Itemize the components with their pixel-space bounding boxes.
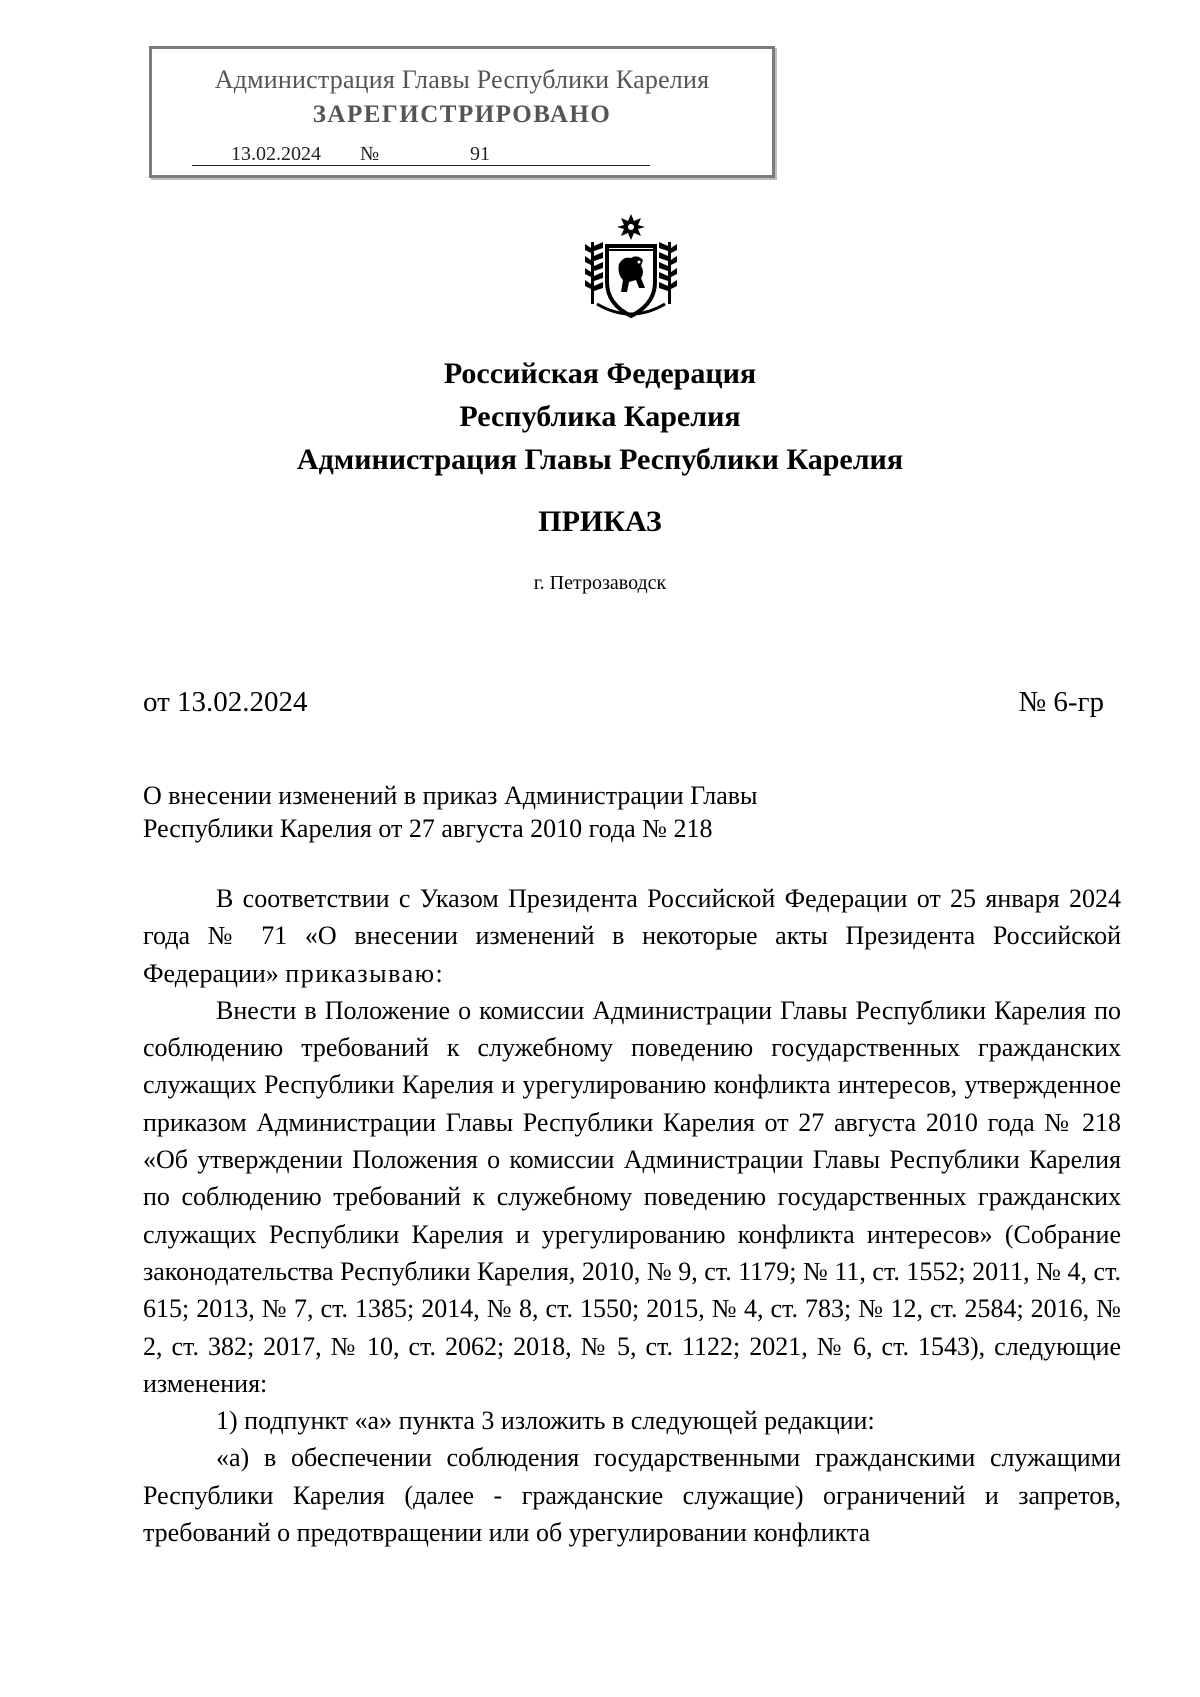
document-number: № 6-гр: [1018, 686, 1104, 718]
body-paragraph-item-1a: «а) в обеспечении соблюдения государственными гражданскими служащими Республики Карелия (далее - гражданские служащие) ограничений и запретов, требований о предотвращении или об урегулировании конфликта: [143, 1443, 1121, 1548]
body-paragraph-amendment: Внести в Положение о комиссии Администрации Главы Республики Карелия по соблюдению требований к служебному поведению государственных гражданских служащих Республики Карелия и урегулированию конфликта интересов, утвержденное приказом Администрации Главы Республики Карелия от 27 августа 2010 года № 218 «Об утверждении Положения о комиссии Администрации Главы Республики Карелия по соблюдению требований к служебному поведению государственных гражданских служащих Республики Карелия и урегулированию конфликта интересов» (Собрание законодательства Республики Карелия, 2010, № 9, ст. 1179; № 11, ст. 1552; 2011, № 4, ст. 615; 2013, № 7, ст. 1385; 2014, № 8, ст. 1550; 2015, № 4, ст. 783; № 12, ст. 2584; 2016, № 2, ст. 382; 2017, № 10, ст. 2062; 2018, № 5, ст. 1122; 2021, № 6, ст. 1543), следующие изменения:: [143, 995, 1121, 1398]
stamp-number-label: №: [360, 143, 390, 166]
header-republic: Республика Карелия: [459, 400, 741, 433]
document-body: [143, 880, 1121, 1551]
document-date: от 13.02.2024: [143, 686, 308, 718]
body-paragraph-preamble: [143, 880, 1121, 992]
karelia-coat-of-arms-icon: [583, 212, 679, 324]
stamp-number: 91: [390, 143, 650, 166]
subject-line-2: Республики Карелия от 27 августа 2010 года № 218: [143, 814, 713, 843]
stamp-registration-line: [192, 143, 650, 167]
body-paragraph-item-1: 1) подпункт «а» пункта 3 изложить в следующей редакции:: [216, 1406, 875, 1436]
document-city: г. Петрозаводск: [533, 572, 667, 594]
registration-stamp: [149, 46, 775, 178]
preamble-text: В соответствии с Указом Президента Российской Федерации от 25 января 2024 года № 71 «О внесении изменений в некоторые акты Президента Российской Федерации»: [143, 884, 1121, 988]
stamp-date: 13.02.2024: [192, 143, 360, 166]
header-administration: Администрация Главы Республики Карелия: [296, 443, 904, 476]
subject-line-1: О внесении изменений в приказ Администрации Главы: [143, 781, 758, 810]
header-country: Российская Федерация: [443, 357, 757, 390]
document-type: ПРИКАЗ: [538, 505, 662, 538]
order-word: приказываю:: [285, 958, 445, 988]
document-subject: [143, 779, 903, 845]
stamp-status: ЗАРЕГИСТРИРОВАНО: [312, 101, 612, 128]
stamp-organization: Администрация Главы Республики Карелия: [214, 65, 710, 94]
